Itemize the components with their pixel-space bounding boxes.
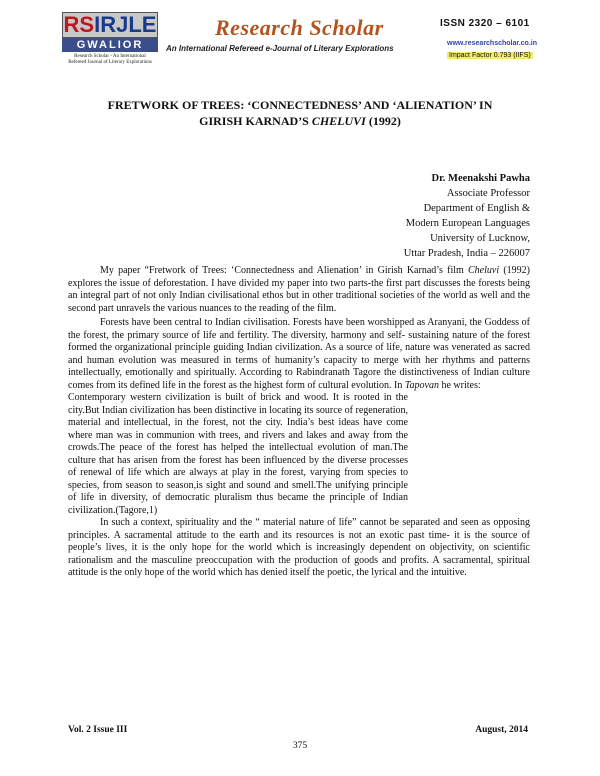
logo-sub-line2: Refereed Journal of Literary Explorations xyxy=(68,60,152,65)
logo-sub-line1: Research Scholar - An International xyxy=(74,54,146,59)
paragraph-2 xyxy=(68,317,530,392)
journal-subtitle: An International Refereed e-Journal of Literary Explorations xyxy=(166,44,394,53)
article-body xyxy=(68,265,530,580)
logo-irjle: IRJLE xyxy=(94,12,157,37)
author-position: Associate Professor xyxy=(446,188,530,199)
title-film-name: CHELUVI xyxy=(311,114,366,128)
p2-book-name: Tapovan xyxy=(404,379,439,391)
page-number: 375 xyxy=(292,741,308,751)
p1-film-name: Cheluvi xyxy=(468,265,500,276)
logo-city: GWALIOR xyxy=(62,38,158,52)
logo-subtitle xyxy=(62,54,158,66)
paragraph-1 xyxy=(68,265,530,315)
p2-text-b: he writes: xyxy=(438,379,481,391)
author-name: Dr. Meenakshi Pawha xyxy=(431,173,530,184)
issn: ISSN 2320 – 6101 xyxy=(440,18,530,29)
title-line2 xyxy=(70,113,530,129)
author-block xyxy=(404,171,530,261)
p1-text-a: My paper “Fretwork of Trees: ‘Connectedness and Alienation’ in Girish Karnad’s film xyxy=(100,265,469,276)
p1-text-b: (1992) explores the issue of deforestation. I have divided my paper into two parts-the first part discusses the forests being an integral part of not only Indian civilisational ethos but in other traditional societies of the world as well and the second part unravels the various nuances to the reading of the film. xyxy=(68,265,530,314)
author-location: Uttar Pradesh, India – 226007 xyxy=(403,248,530,259)
journal-logo xyxy=(62,12,158,77)
logo-rs: RS xyxy=(63,12,95,37)
paragraph-3: In such a context, spirituality and the “ material nature of life” cannot be separated and seen as opposing principles. A sacramental attitude to the earth and its resources is not an exotic past time- it is the source of people’s lives, it is the only hope for the world which is increasingly dependent on objectivity, on scientific rationalism and the masculine preoccupation with the production of goods and profits. A sacramental, spiritual attitude is the only hope of the world which has denied itself the poetic, the lyrical and the intuitive. xyxy=(68,517,530,578)
footer-date: August, 2014 xyxy=(475,725,528,735)
title-line2-prefix: GIRISH KARNAD’S xyxy=(199,114,312,128)
title-line1: FRETWORK OF TREES: ‘CONNECTEDNESS’ AND ‘ALIENATION’ IN xyxy=(107,98,493,112)
footer-volume: Vol. 2 Issue III xyxy=(68,725,128,735)
logo-wordmark xyxy=(62,12,158,38)
paper-title xyxy=(70,97,530,129)
impact-factor: Impact Factor 0.793 (IIFS) xyxy=(449,52,531,59)
journal-name: Research Scholar xyxy=(215,15,384,40)
title-line2-suffix: (1992) xyxy=(365,114,401,128)
p2-text-a: Forests have been central to Indian civilisation. Forests have been worshipped as Aranyani, the Goddess of the forest, the primary source of life and fertility. The diversity, harmony and self- sustaining nature of the forest formed the organizational principle guiding Indian civilization. As a source of life, nature was venerated as sacred and human evolution was measured in terms of humanity’s capacity to merge with her rhythms and patterns intellectually, emotionally and spiritually. According to Rabindranath Tagore the distinctiveness of Indian culture comes from its defined life in the forest as the highest form of cultural evolution. In xyxy=(68,317,530,391)
author-university: University of Lucknow, xyxy=(430,233,530,244)
block-quote: Contemporary western civilization is built of brick and wood. It is rooted in the city.But Indian civilization has been distinctive in locating its source of regeneration, material and intellectual, in the forest, not the city. India’s best ideas have come where man was in communion with trees, and rivers and lakes and away from the crowds.The peace of the forest has helped the intellectual evolution of man.The culture that has arisen from the forest has been influenced by the diverse processes of renewal of life which are always at play in the forest, varying from species to species, from season to season,is sight and sound and smell.The unifying principle of life in diversity, of democratic pluralism thus became the principle of Indian civilization.(Tagore,1) xyxy=(68,392,408,516)
author-department2: Modern European Languages xyxy=(405,218,530,229)
website-link[interactable]: www.researchscholar.co.in xyxy=(447,40,538,47)
author-department: Department of English & xyxy=(423,203,530,214)
